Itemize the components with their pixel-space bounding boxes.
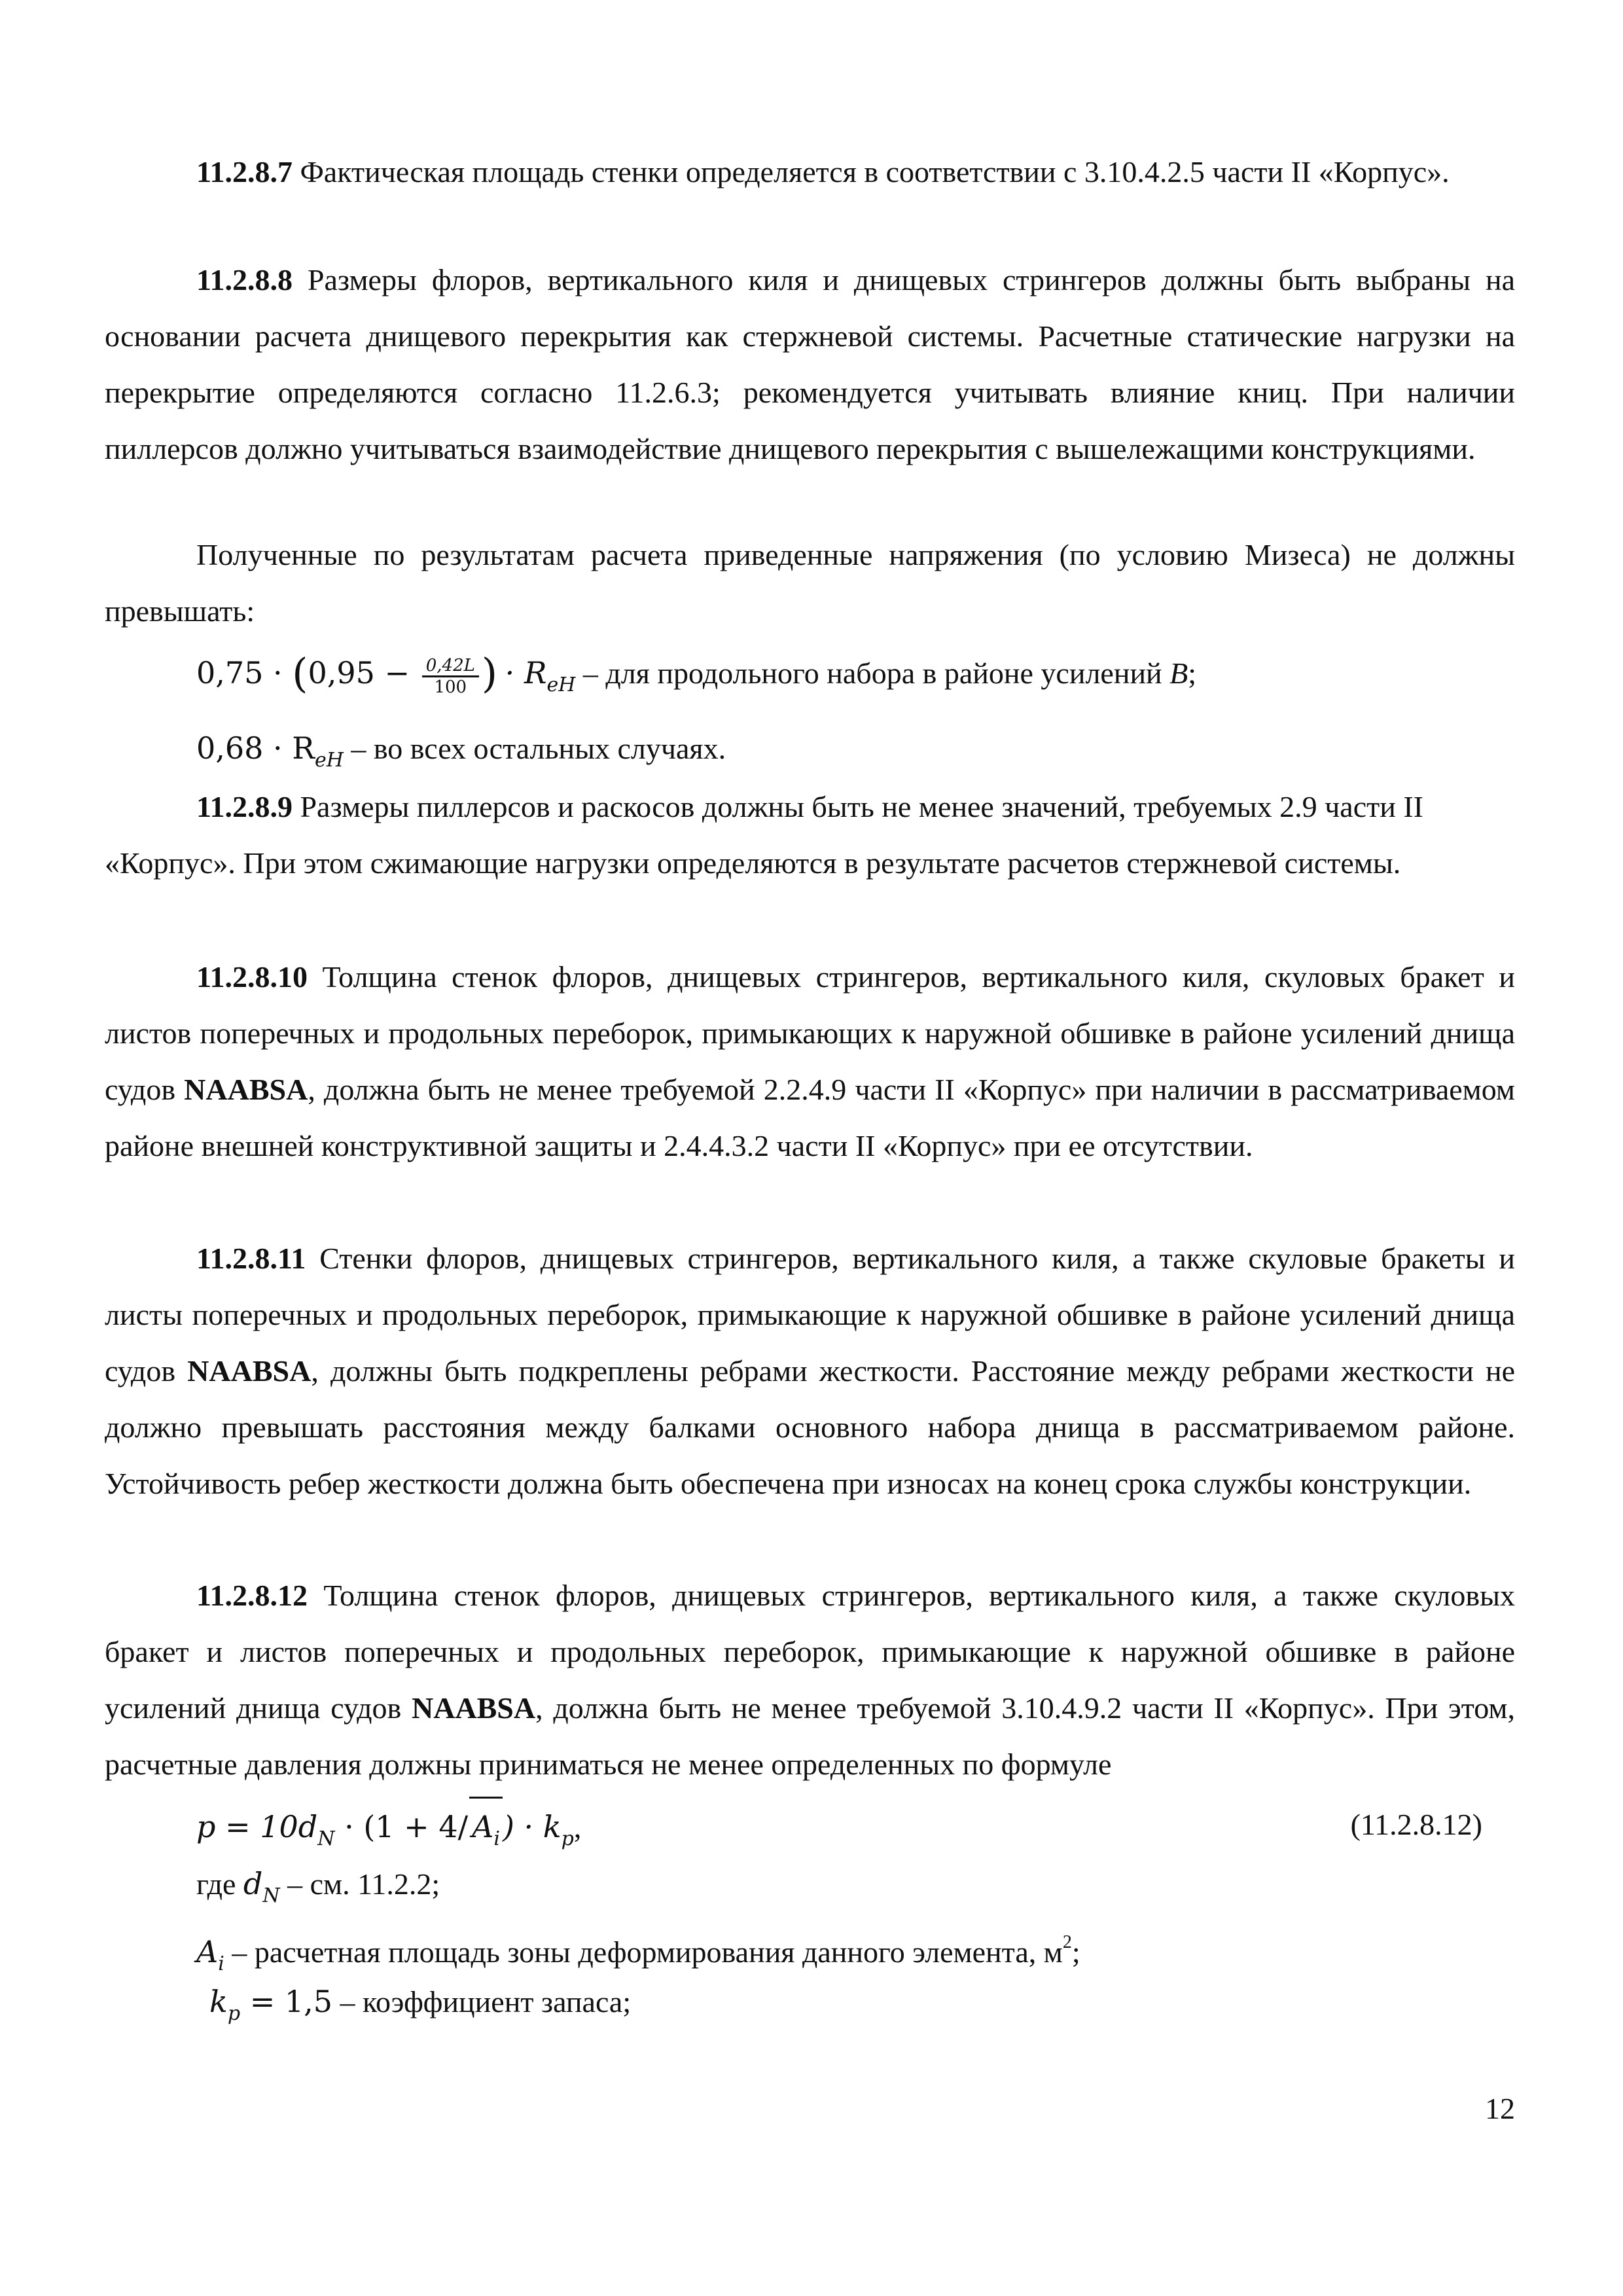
section-text: Размеры флоров, вертикального киля и днищевых стрингеров должны быть выбраны на основании расчета днищевого перекрытия как стержневой системы. Расчетные статические нагрузки на перекрытие определяются согласно 11.2.6.3; рекомендуется учитывать влияние книц. При наличии пиллерсов должно учитываться взаимодействие днищевого перекрытия с вышележащими конструкциями. (105, 263, 1515, 465)
pressure-formula: $p = 10d_N \cdot (1 + 4/$ $A_i) \cdot k_p$, (11.2.8.12) (196, 1797, 1482, 1867)
section-text: Фактическая площадь стенки определяется в соответствии с 3.10.4.2.5 части II «Корпус». (292, 155, 1450, 188)
section-11-2-8-11: 11.2.8.11 Стенки флоров, днищевых стрингеров, вертикального киля, а также скуловые бракеты и листы поперечных и продольных переборок, примыкающие к наружной обшивке в районе усилений днища судов NAABSA, должны быть подкреплены ребрами жесткости. Расстояние между ребрами жесткости не должно превышать расстояния между балками основного набора днища в рассматриваемом районе. Устойчивость ребер жесткости должна быть обеспечена при износах на конец срока службы конструкции. (105, 1242, 1515, 1500)
sqrt-symbol: $A_i$ (469, 1797, 503, 1867)
section-text: Размеры пиллерсов и раскосов должны быть не менее значений, требуемых 2.9 части II «Корпус». При этом сжимающие нагрузки определяются в результате расчетов стержневой системы. (105, 790, 1423, 880)
safety-factor-definition: $k_p = 1,5$ – коэффициент запаса; (209, 1984, 632, 2025)
section-number: 11.2.8.10 (196, 960, 308, 994)
where-definition: где $d_N$ – см. 11.2.2; (196, 1866, 440, 1907)
section-11-2-8-7 (105, 144, 1515, 200)
section-11-2-8-12: 11.2.8.12 Толщина стенок флоров, днищевых стрингеров, вертикального киля, а также скуловых бракет и листов поперечных и продольных переборок, примыкающие к наружной обшивке в районе усилений днища судов NAABSA, должна быть не менее требуемой 3.10.4.9.2 части II «Корпус». При этом, расчетные давления должны приниматься не менее определенных по формуле (105, 1579, 1515, 1781)
section-number: 11.2.8.11 (196, 1242, 306, 1275)
stress-intro-paragraph (105, 527, 1515, 639)
naabsa-term: NAABSA (184, 1073, 308, 1106)
section-11-2-8-9 (105, 779, 1515, 891)
naabsa-term: NAABSA (187, 1354, 312, 1388)
section-number: 11.2.8.9 (196, 790, 293, 823)
section-number: 11.2.8.7 (196, 155, 293, 188)
naabsa-term: NAABSA (411, 1691, 536, 1725)
section-11-2-8-10: 11.2.8.10 Толщина стенок флоров, днищевых стрингеров, вертикального киля, скуловых бракет и листов поперечных и продольных переборок, примыкающих к наружной обшивке в районе усилений днища судов NAABSA, должна быть не менее требуемой 2.2.4.9 части II «Корпус» при наличии в рассматриваемом районе внешней конструктивной защиты и 2.4.4.3.2 части II «Корпус» при ее отсутствии. (105, 960, 1515, 1162)
formula-longitudinal: 0,75 · (0,95 − $\frac{0,42L}{100}$ ) · $R_{eH}$ – для продольного набора в районе усилений B; (196, 649, 1197, 697)
page-number: 12 (1485, 2092, 1515, 2125)
section-11-2-8-8 (105, 252, 1515, 477)
section-number: 11.2.8.12 (196, 1579, 308, 1612)
paragraph-text: Полученные по результатам расчета приведенные напряжения (по условию Мизеса) не должны превышать: (105, 538, 1515, 628)
equation-number: (11.2.8.12) (1350, 1808, 1482, 1841)
fraction: $\frac{0,42L}{100}$ (422, 656, 479, 697)
section-number: 11.2.8.8 (196, 263, 293, 296)
area-definition: $A_i$ – расчетная площадь зоны деформирования данного элемента, $м^2$; (196, 1932, 1080, 1975)
formula-other-cases: $0,68 \cdot R_{eH}$ – во всех остальных случаях. (196, 730, 726, 772)
